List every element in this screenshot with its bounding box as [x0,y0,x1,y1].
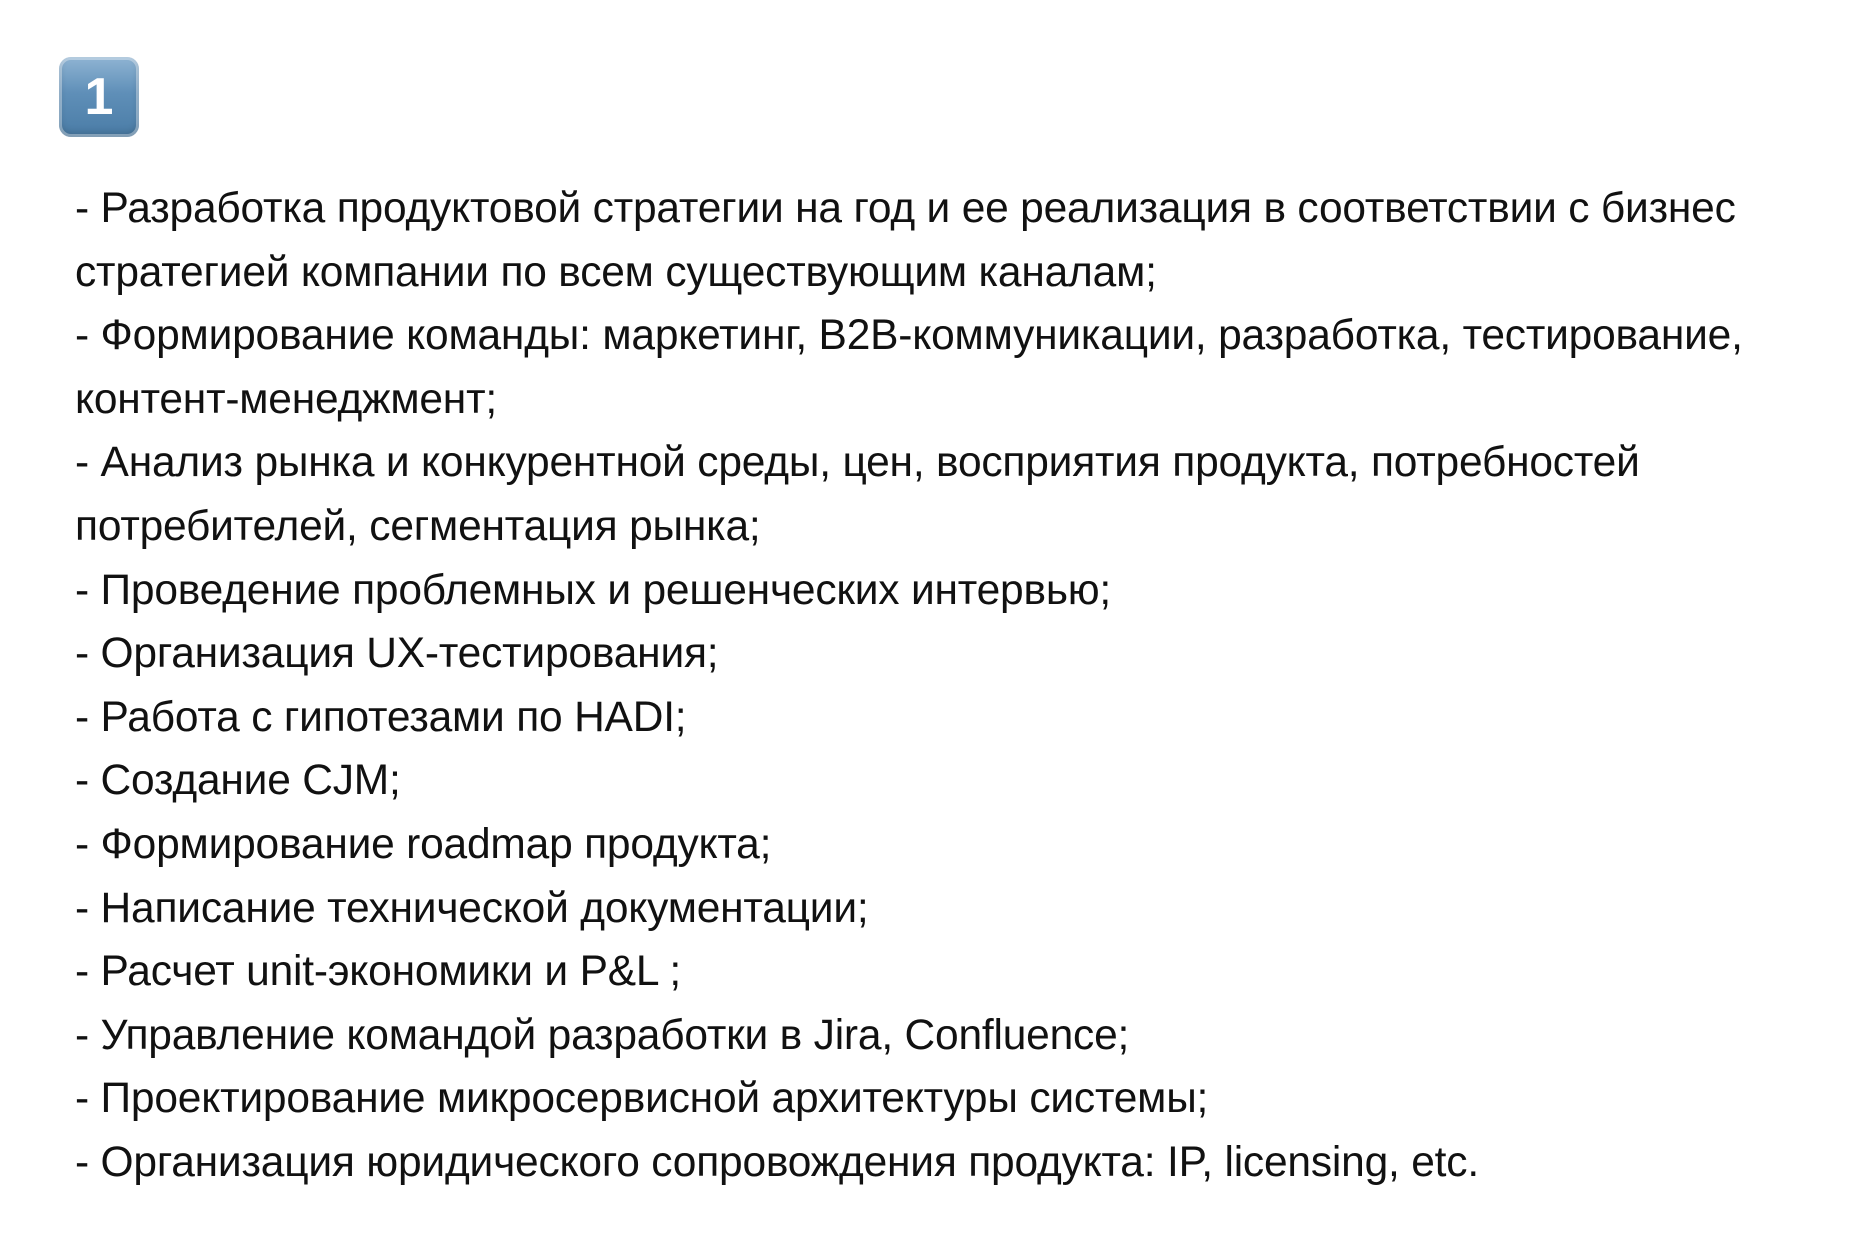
keycap-number-one-icon: 1 [59,57,139,137]
list-line: - Проектирование микросервисной архитектуры системы; [75,1075,1209,1123]
list-line: - Работа с гипотезами по HADI; [75,693,687,741]
responsibilities-list [75,177,1835,1195]
list-line: потребителей, сегментация рынка; [75,502,761,550]
list-line: - Написание технической документации; [75,884,869,932]
list-line: стратегией компании по всем существующим каналам; [75,248,1157,296]
list-line: - Создание CJM; [75,757,401,805]
list-line: - Формирование команды: маркетинг, B2B-коммуникации, разработка, тестирование, [75,312,1743,360]
list-line: - Организация UX-тестирования; [75,630,719,678]
list-line: - Анализ рынка и конкурентной среды, цен, восприятия продукта, потребностей [75,439,1640,487]
list-line: - Разработка продуктовой стратегии на год и ее реализация в соответствии с бизнес [75,185,1736,232]
list-line: - Проведение проблемных и решенческих интервью; [75,566,1112,614]
list-line: контент-менеджмент; [75,375,497,423]
list-line: - Формирование roadmap продукта; [75,820,772,868]
list-line: - Управление командой разработки в Jira, Confluence; [75,1011,1130,1059]
list-line: - Организация юридического сопровождения продукта: IP, licensing, etc. [75,1138,1479,1186]
list-line: - Расчет unit-экономики и P&L ; [75,948,681,996]
